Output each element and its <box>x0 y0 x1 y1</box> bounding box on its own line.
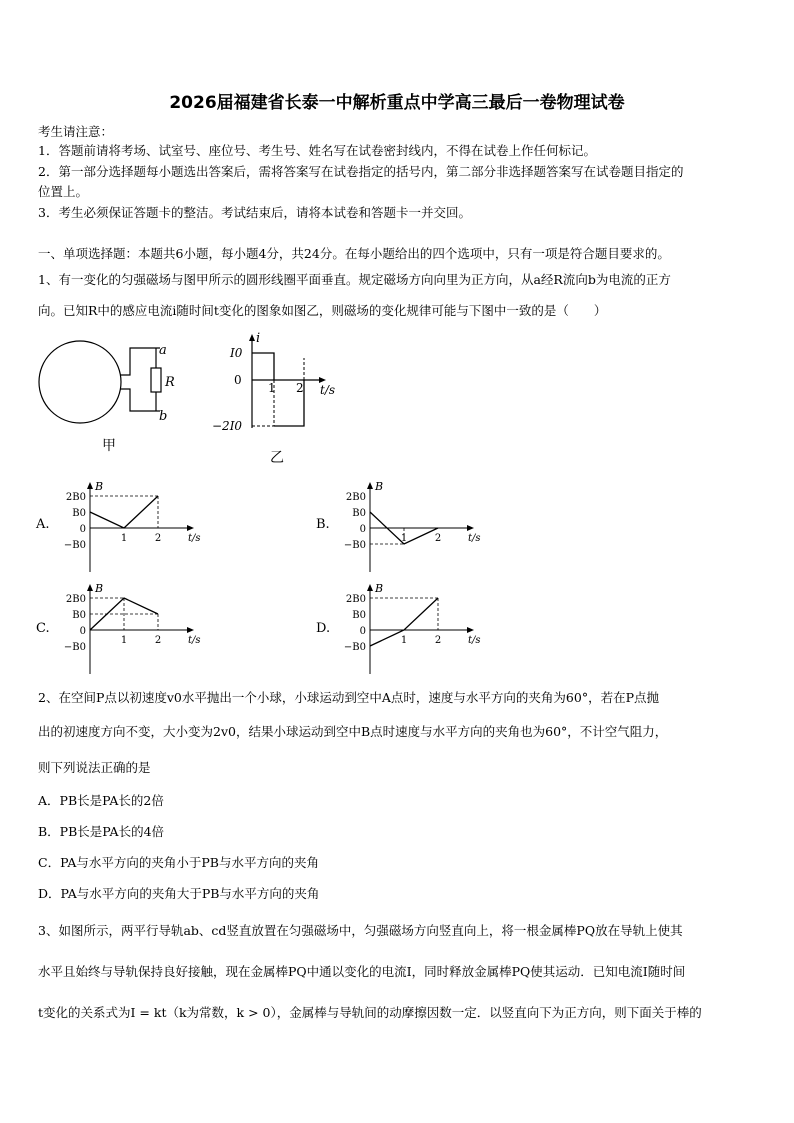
current-segment-1 <box>252 353 274 380</box>
option-b-axis-t-arrow <box>467 525 474 531</box>
option-a-graph <box>30 476 230 576</box>
q2-line-1: 2、在空间P点以初速度v0水平抛出一个小球，小球运动到空中A点时，速度与水平方向的夹角为60°，若在P点抛 <box>38 690 659 705</box>
option-b-xtick-0: 1 <box>400 533 408 544</box>
option-a-xtick-0: 1 <box>120 533 128 544</box>
option-c-ylabel: B <box>95 582 104 595</box>
notice-item-3: 3．考生必须保证答题卡的整洁。考试结束后，请将本试卷和答题卡一并交回。 <box>38 205 471 220</box>
option-d-ytick-0: 2B0 <box>345 594 366 605</box>
option-b-ytick-1: B0 <box>352 508 366 519</box>
label-i: i <box>256 331 261 346</box>
option-d-ytick-2: 0 <box>359 626 366 637</box>
option-b-ytick-0: 2B0 <box>345 492 366 503</box>
notice-item-1: 1．答题前请将考场、试室号、座位号、考生号、姓名写在试卷密封线内，不得在试卷上作任何标记。 <box>38 143 596 158</box>
notice-item-2: 2．第一部分选择题每小题选出答案后，需将答案写在试卷指定的括号内，第二部分非选择题答案写在试卷题目指定的 <box>38 164 684 179</box>
option-c-axis-t-arrow <box>187 627 194 633</box>
q2-option-d: D．PA与水平方向的夹角大于PB与水平方向的夹角 <box>38 886 320 901</box>
option-b-ylabel: B <box>375 480 384 493</box>
option-a-axis-t-arrow <box>187 525 194 531</box>
label-neg2I0: −2I0 <box>212 419 243 433</box>
option-d-graph <box>310 578 510 678</box>
option-c-xtick-0: 1 <box>120 635 128 646</box>
label-R: R <box>165 375 175 390</box>
q3-line-1: 3、如图所示，两平行导轨ab、cd竖直放置在匀强磁场中，匀强磁场方向竖直向上，将一根金属棒PQ放在导轨上使其 <box>38 923 683 938</box>
option-c-ytick-0: 2B0 <box>65 594 86 605</box>
option-a-ytick-2: 0 <box>79 524 86 535</box>
label-t: t/s <box>320 383 336 397</box>
section-heading: 一、单项选择题：本题共6小题，每小题4分，共24分。在每小题给出的四个选项中，只有一项是符合题目要求的。 <box>38 246 670 261</box>
option-a-axis-b-arrow <box>87 482 93 489</box>
option-b-ytick-2: 0 <box>359 524 366 535</box>
option-b-graph <box>310 476 510 576</box>
option-d-ytick-3: −B0 <box>343 642 366 653</box>
figure-yi <box>210 328 360 468</box>
label-I0: I0 <box>230 346 243 360</box>
notice-heading: 考生请注意： <box>38 124 114 139</box>
option-b-label: B. <box>316 517 330 532</box>
caption-jia: 甲 <box>102 438 116 454</box>
option-a-ytick-3: −B0 <box>63 540 86 551</box>
option-c-ytick-2: 0 <box>79 626 86 637</box>
page-title: 2026届福建省长泰一中解析重点中学高三最后一卷物理试卷 <box>169 93 625 113</box>
option-d-ylabel: B <box>375 582 384 595</box>
option-c-ytick-1: B0 <box>72 610 86 621</box>
option-b-xtick-1: 2 <box>434 533 442 544</box>
q2-option-b: B．PB长是PA长的4倍 <box>38 824 165 839</box>
option-b-xlabel: t/s <box>468 533 481 544</box>
resistor <box>151 368 161 392</box>
option-c-xtick-1: 2 <box>154 635 162 646</box>
option-b-ytick-3: −B0 <box>343 540 366 551</box>
label-a: a <box>159 343 167 358</box>
option-c-graph <box>30 578 230 678</box>
axis-i-arrow <box>249 334 255 341</box>
option-b-axis-b-arrow <box>367 482 373 489</box>
option-a-ytick-0: 2B0 <box>65 492 86 503</box>
option-d-axis-b-arrow <box>367 584 373 591</box>
option-c-axis-b-arrow <box>87 584 93 591</box>
option-c-xlabel: t/s <box>188 635 201 646</box>
tick-1: 1 <box>268 381 276 395</box>
caption-yi: 乙 <box>270 450 284 466</box>
q3-line-3: t变化的关系式为I = kt（k为常数，k > 0），金属棒与导轨间的动摩擦因数一定．以竖直向下为正方向，则下面关于棒的 <box>38 1005 702 1020</box>
q2-line-3: 则下列说法正确的是 <box>38 760 151 775</box>
label-b: b <box>159 409 168 424</box>
q1-line-1: 1、有一变化的匀强磁场与图甲所示的圆形线圈平面垂直。规定磁场方向向里为正方向，从a经R流向b为电流的正方 <box>38 272 671 287</box>
option-d-axis-t-arrow <box>467 627 474 633</box>
option-d-ytick-1: B0 <box>352 610 366 621</box>
tick-2: 2 <box>296 381 304 395</box>
option-c-ytick-3: −B0 <box>63 642 86 653</box>
q3-line-2: 水平且始终与导轨保持良好接触，现在金属棒PQ中通以变化的电流I，同时释放金属棒PQ使其运动．已知电流I随时间 <box>38 964 686 979</box>
option-a-label: A. <box>36 517 50 532</box>
q2-line-2: 出的初速度方向不变，大小变为2v0，结果小球运动到空中B点时速度与水平方向的夹角也为60°，不计空气阻力， <box>38 724 668 739</box>
option-a-xlabel: t/s <box>188 533 201 544</box>
option-a-b-curve <box>90 496 158 528</box>
option-c-label: C. <box>36 621 50 636</box>
option-d-label: D. <box>316 621 331 636</box>
option-a-ylabel: B <box>95 480 104 493</box>
option-d-xtick-1: 2 <box>434 635 442 646</box>
option-a-ytick-1: B0 <box>72 508 86 519</box>
q2-option-c: C．PA与水平方向的夹角小于PB与水平方向的夹角 <box>38 855 319 870</box>
notice-item-2-cont: 位置上。 <box>38 184 89 199</box>
q2-option-a: A．PB长是PA长的2倍 <box>38 793 164 808</box>
option-d-xlabel: t/s <box>468 635 481 646</box>
option-d-xtick-0: 1 <box>400 635 408 646</box>
coil-circle <box>39 341 121 423</box>
figure-jia <box>30 330 190 460</box>
q1-line-2: 向。已知R中的感应电流i随时间t变化的图象如图乙，则磁场的变化规律可能与下图中一致的是（ ） <box>38 303 607 318</box>
label-zero: 0 <box>234 373 242 387</box>
option-a-xtick-1: 2 <box>154 533 162 544</box>
